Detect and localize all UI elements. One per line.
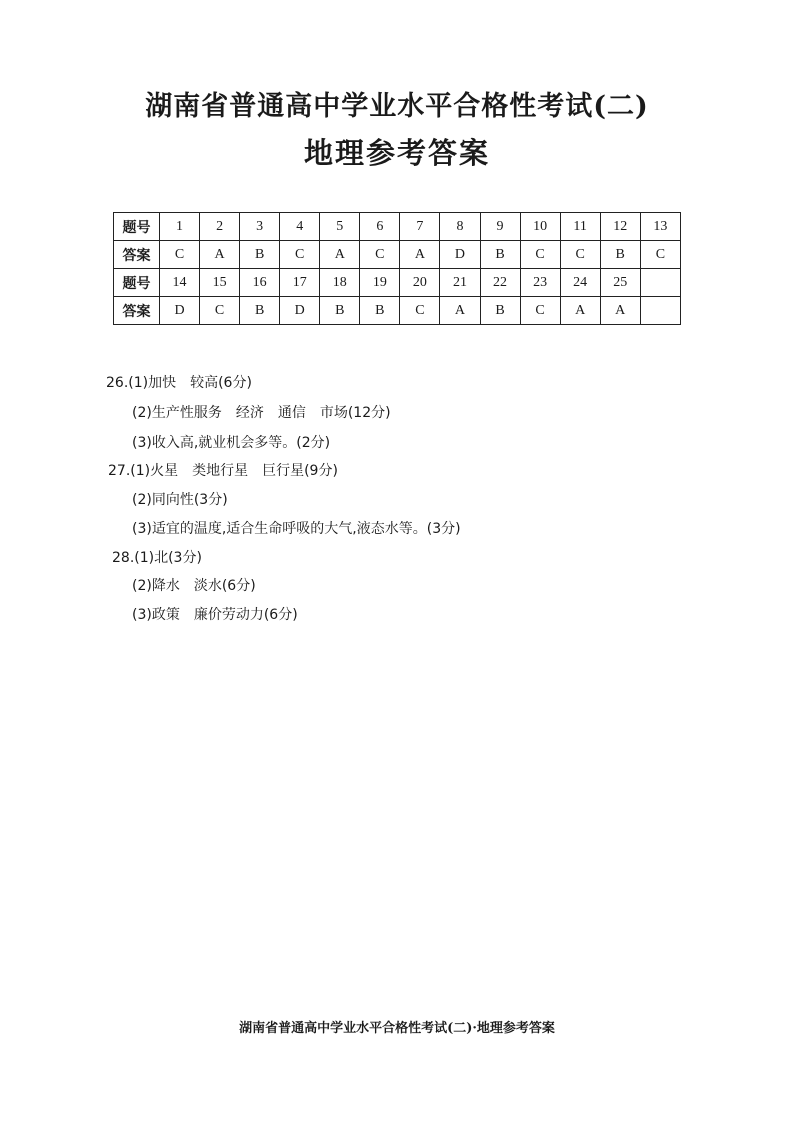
table-cell: A (200, 241, 240, 269)
table-cell: 11 (560, 213, 600, 241)
table-row (114, 241, 681, 269)
table-cell: 2 (200, 213, 240, 241)
table-cell: 5 (320, 213, 360, 241)
table-cell: B (320, 297, 360, 325)
table-row (114, 297, 681, 325)
table-cell: B (240, 297, 280, 325)
table-cell: 22 (480, 269, 520, 297)
table-cell: 9 (480, 213, 520, 241)
table-cell: 14 (160, 269, 200, 297)
table-cell: C (520, 241, 560, 269)
table-cell: 19 (360, 269, 400, 297)
row-header: 答案 (114, 297, 160, 325)
table-cell: 7 (400, 213, 440, 241)
table-cell: 1 (160, 213, 200, 241)
table-cell: D (280, 297, 320, 325)
answer-line: (2)生产性服务 经济 通信 市场(12分) (132, 405, 391, 421)
table-cell: B (480, 241, 520, 269)
table-cell: 16 (240, 269, 280, 297)
table-cell: 24 (560, 269, 600, 297)
page-subtitle: 地理参考答案 (303, 136, 490, 170)
table-cell: C (200, 297, 240, 325)
table-cell: 6 (360, 213, 400, 241)
table-cell: 23 (520, 269, 560, 297)
table-cell: 8 (440, 213, 480, 241)
table-cell: D (160, 297, 200, 325)
table-cell: B (240, 241, 280, 269)
table-cell: 18 (320, 269, 360, 297)
table-cell: 3 (240, 213, 280, 241)
answer-line: 27.(1)火星 类地行星 巨行星(9分) (108, 463, 338, 479)
table-cell: 13 (640, 213, 680, 241)
table-cell: C (520, 297, 560, 325)
page-footer: 湖南省普通高中学业水平合格性考试(二)·地理参考答案 (239, 1021, 555, 1036)
row-header: 题号 (114, 269, 160, 297)
table-cell: A (440, 297, 480, 325)
table-cell: A (400, 241, 440, 269)
table-row (114, 213, 681, 241)
table-cell: 12 (600, 213, 640, 241)
table-cell: 4 (280, 213, 320, 241)
table-cell: A (320, 241, 360, 269)
table-cell: 20 (400, 269, 440, 297)
row-header: 题号 (114, 213, 160, 241)
table-cell: A (560, 297, 600, 325)
table-cell: 17 (280, 269, 320, 297)
page-title: 湖南省普通高中学业水平合格性考试(二) (145, 91, 649, 122)
table-cell: C (360, 241, 400, 269)
answer-table (113, 212, 681, 325)
table-cell: 10 (520, 213, 560, 241)
answer-line: (3)收入高,就业机会多等。(2分) (132, 435, 331, 451)
answer-line: (2)同向性(3分) (132, 492, 228, 508)
table-cell: D (440, 241, 480, 269)
row-header: 答案 (114, 241, 160, 269)
table-cell: 25 (600, 269, 640, 297)
table-cell: 21 (440, 269, 480, 297)
answer-line: 26.(1)加快 较高(6分) (106, 375, 252, 391)
table-cell: C (560, 241, 600, 269)
table-cell (640, 297, 680, 325)
answer-line: (2)降水 淡水(6分) (132, 578, 256, 594)
table-cell (640, 269, 680, 297)
table-cell: C (640, 241, 680, 269)
table-cell: C (400, 297, 440, 325)
table-row (114, 269, 681, 297)
table-cell: A (600, 297, 640, 325)
table-cell: 15 (200, 269, 240, 297)
table-cell: C (280, 241, 320, 269)
answer-line: (3)政策 廉价劳动力(6分) (132, 607, 298, 623)
table-cell: B (600, 241, 640, 269)
table-cell: B (360, 297, 400, 325)
table-cell: B (480, 297, 520, 325)
answer-line: (3)适宜的温度,适合生命呼吸的大气,液态水等。(3分) (132, 521, 461, 537)
table-cell: C (160, 241, 200, 269)
answer-line: 28.(1)北(3分) (112, 550, 202, 566)
